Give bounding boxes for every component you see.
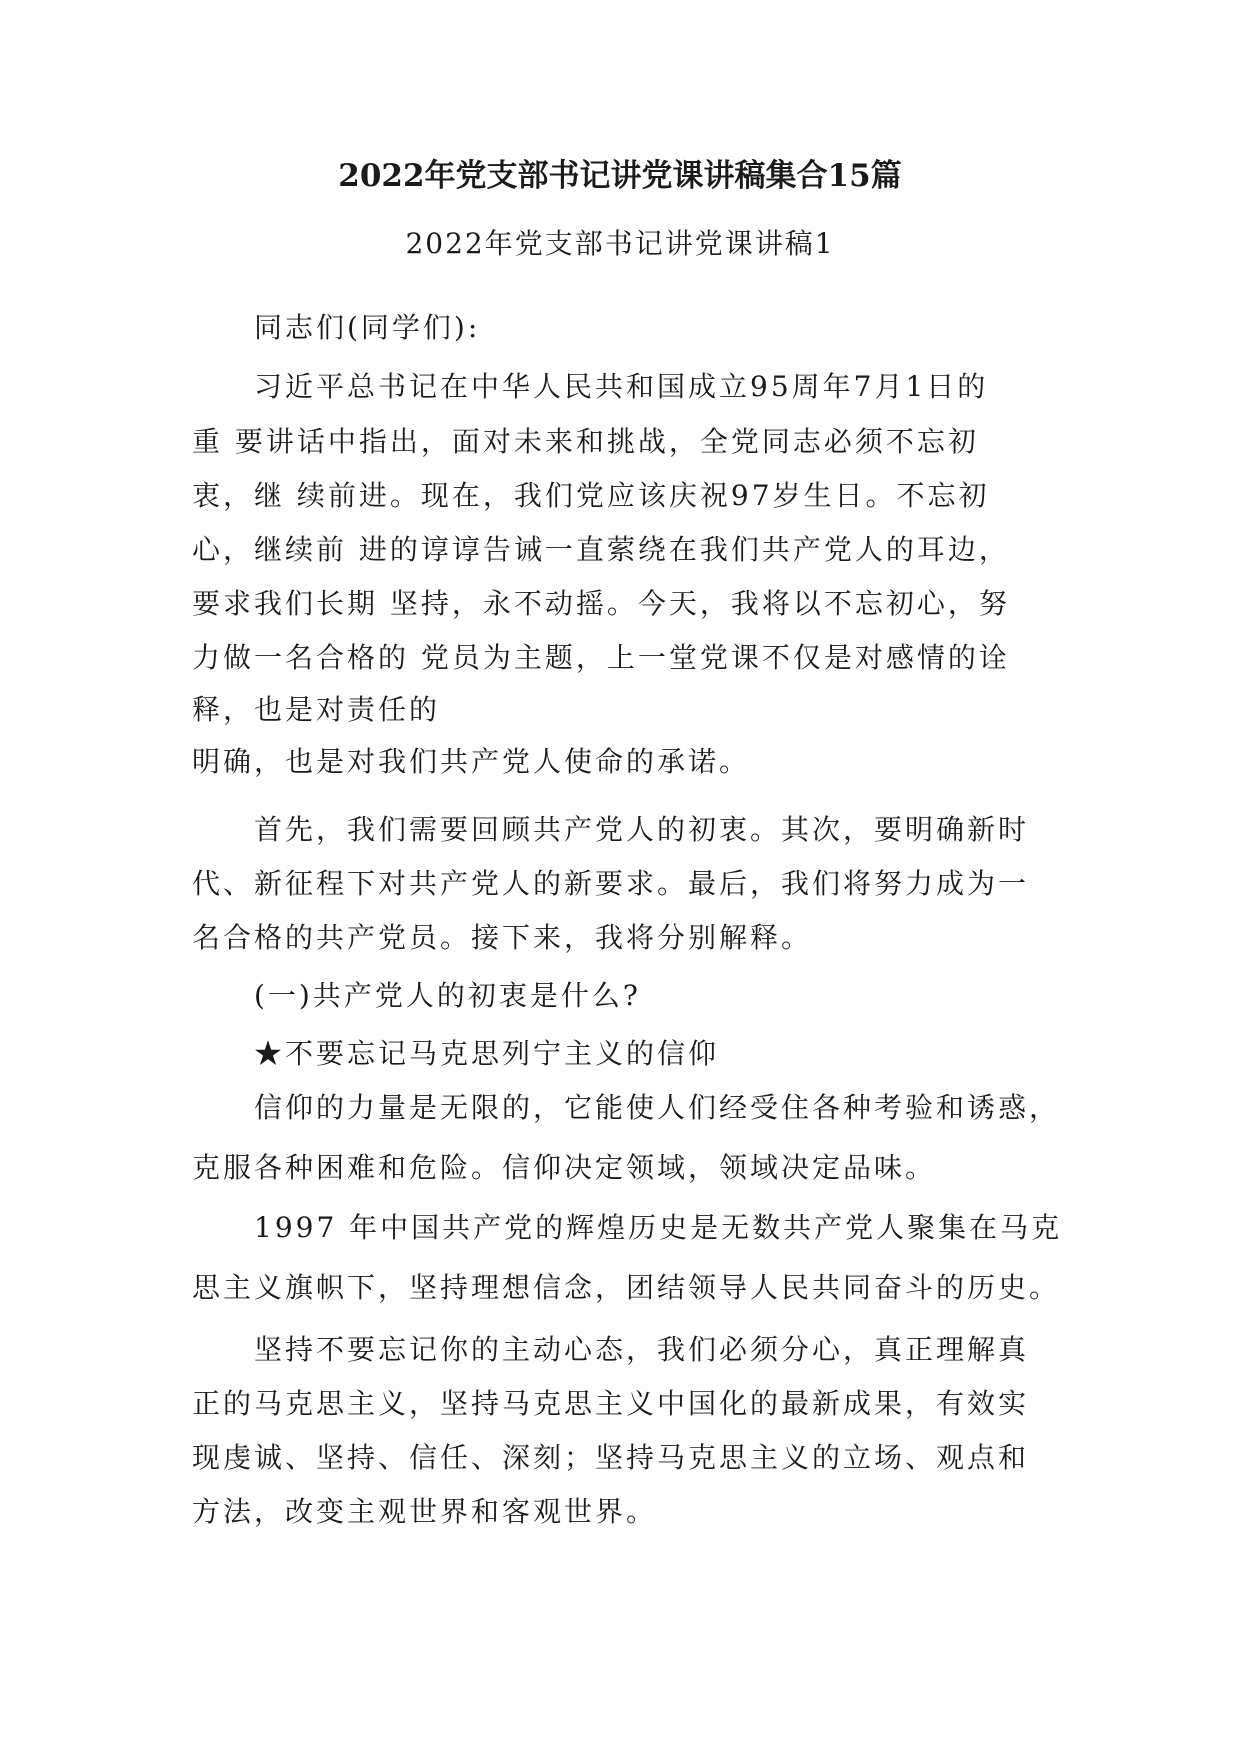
paragraph-line: 名合格的共产党员。接下来，我将分别解释。 <box>192 921 813 954</box>
paragraph-line: 克服各种困难和危险。信仰决定领域，领域决定品味。 <box>192 1151 937 1184</box>
paragraph-line: 坚持不要忘记你的主动心态，我们必须分心，真正理解真 <box>254 1333 1030 1366</box>
paragraph-line: 思主义旗帜下，坚持理想信念，团结领导人民共同奋斗的历史。 <box>192 1271 1061 1304</box>
document-subtitle: 2022年党支部书记讲党课讲稿1 <box>405 227 835 260</box>
document-title: 2022年党支部书记讲党课讲稿集合15篇 <box>338 158 902 194</box>
subsection-heading: ★不要忘记马克思列宁主义的信仰 <box>254 1037 720 1070</box>
paragraph-line: 1997 年中国共产党的辉煌历史是无数共产党人聚集在马克 <box>254 1211 1063 1244</box>
paragraph-line: 代、新征程下对共产党人的新要求。最后，我们将努力成为一 <box>192 867 1030 900</box>
salutation: 同志们(同学们): <box>254 311 481 344</box>
paragraph-line: 方法，改变主观世界和客观世界。 <box>192 1495 658 1528</box>
paragraph-line: 要求我们长期 坚持，永不动摇。今天，我将以不忘初心，努 <box>192 587 1010 620</box>
paragraph-line: 重 要讲话中指出，面对未来和挑战，全党同志必须不忘初 <box>192 425 979 458</box>
paragraph-line: 力做一名合格的 党员为主题，上一堂党课不仅是对感情的诠 <box>192 641 1010 674</box>
paragraph-line: 衷，继 续前进。现在，我们党应该庆祝97岁生日。不忘初 <box>192 479 990 512</box>
section-heading: (一)共产党人的初衷是什么? <box>254 979 641 1012</box>
paragraph-line: 正的马克思主义，坚持马克思主义中国化的最新成果，有效实 <box>192 1387 1030 1420</box>
paragraph-line: 现虔诚、坚持、信任、深刻；坚持马克思主义的立场、观点和 <box>192 1441 1030 1474</box>
paragraph-line: 首先，我们需要回顾共产党人的初衷。其次，要明确新时 <box>254 813 1030 846</box>
paragraph-line: 明确，也是对我们共产党人使命的承诺。 <box>192 745 751 778</box>
paragraph-line: 信仰的力量是无限的，它能使人们经受住各种考验和诱惑， <box>254 1091 1061 1124</box>
paragraph-line: 习近平总书记在中华人民共和国成立95周年7月1日的 <box>254 370 989 403</box>
paragraph-line: 心，继续前 进的谆谆告诫一直萦绕在我们共产党人的耳边， <box>192 533 1010 566</box>
paragraph-line: 释，也是对责任的 <box>192 693 441 726</box>
